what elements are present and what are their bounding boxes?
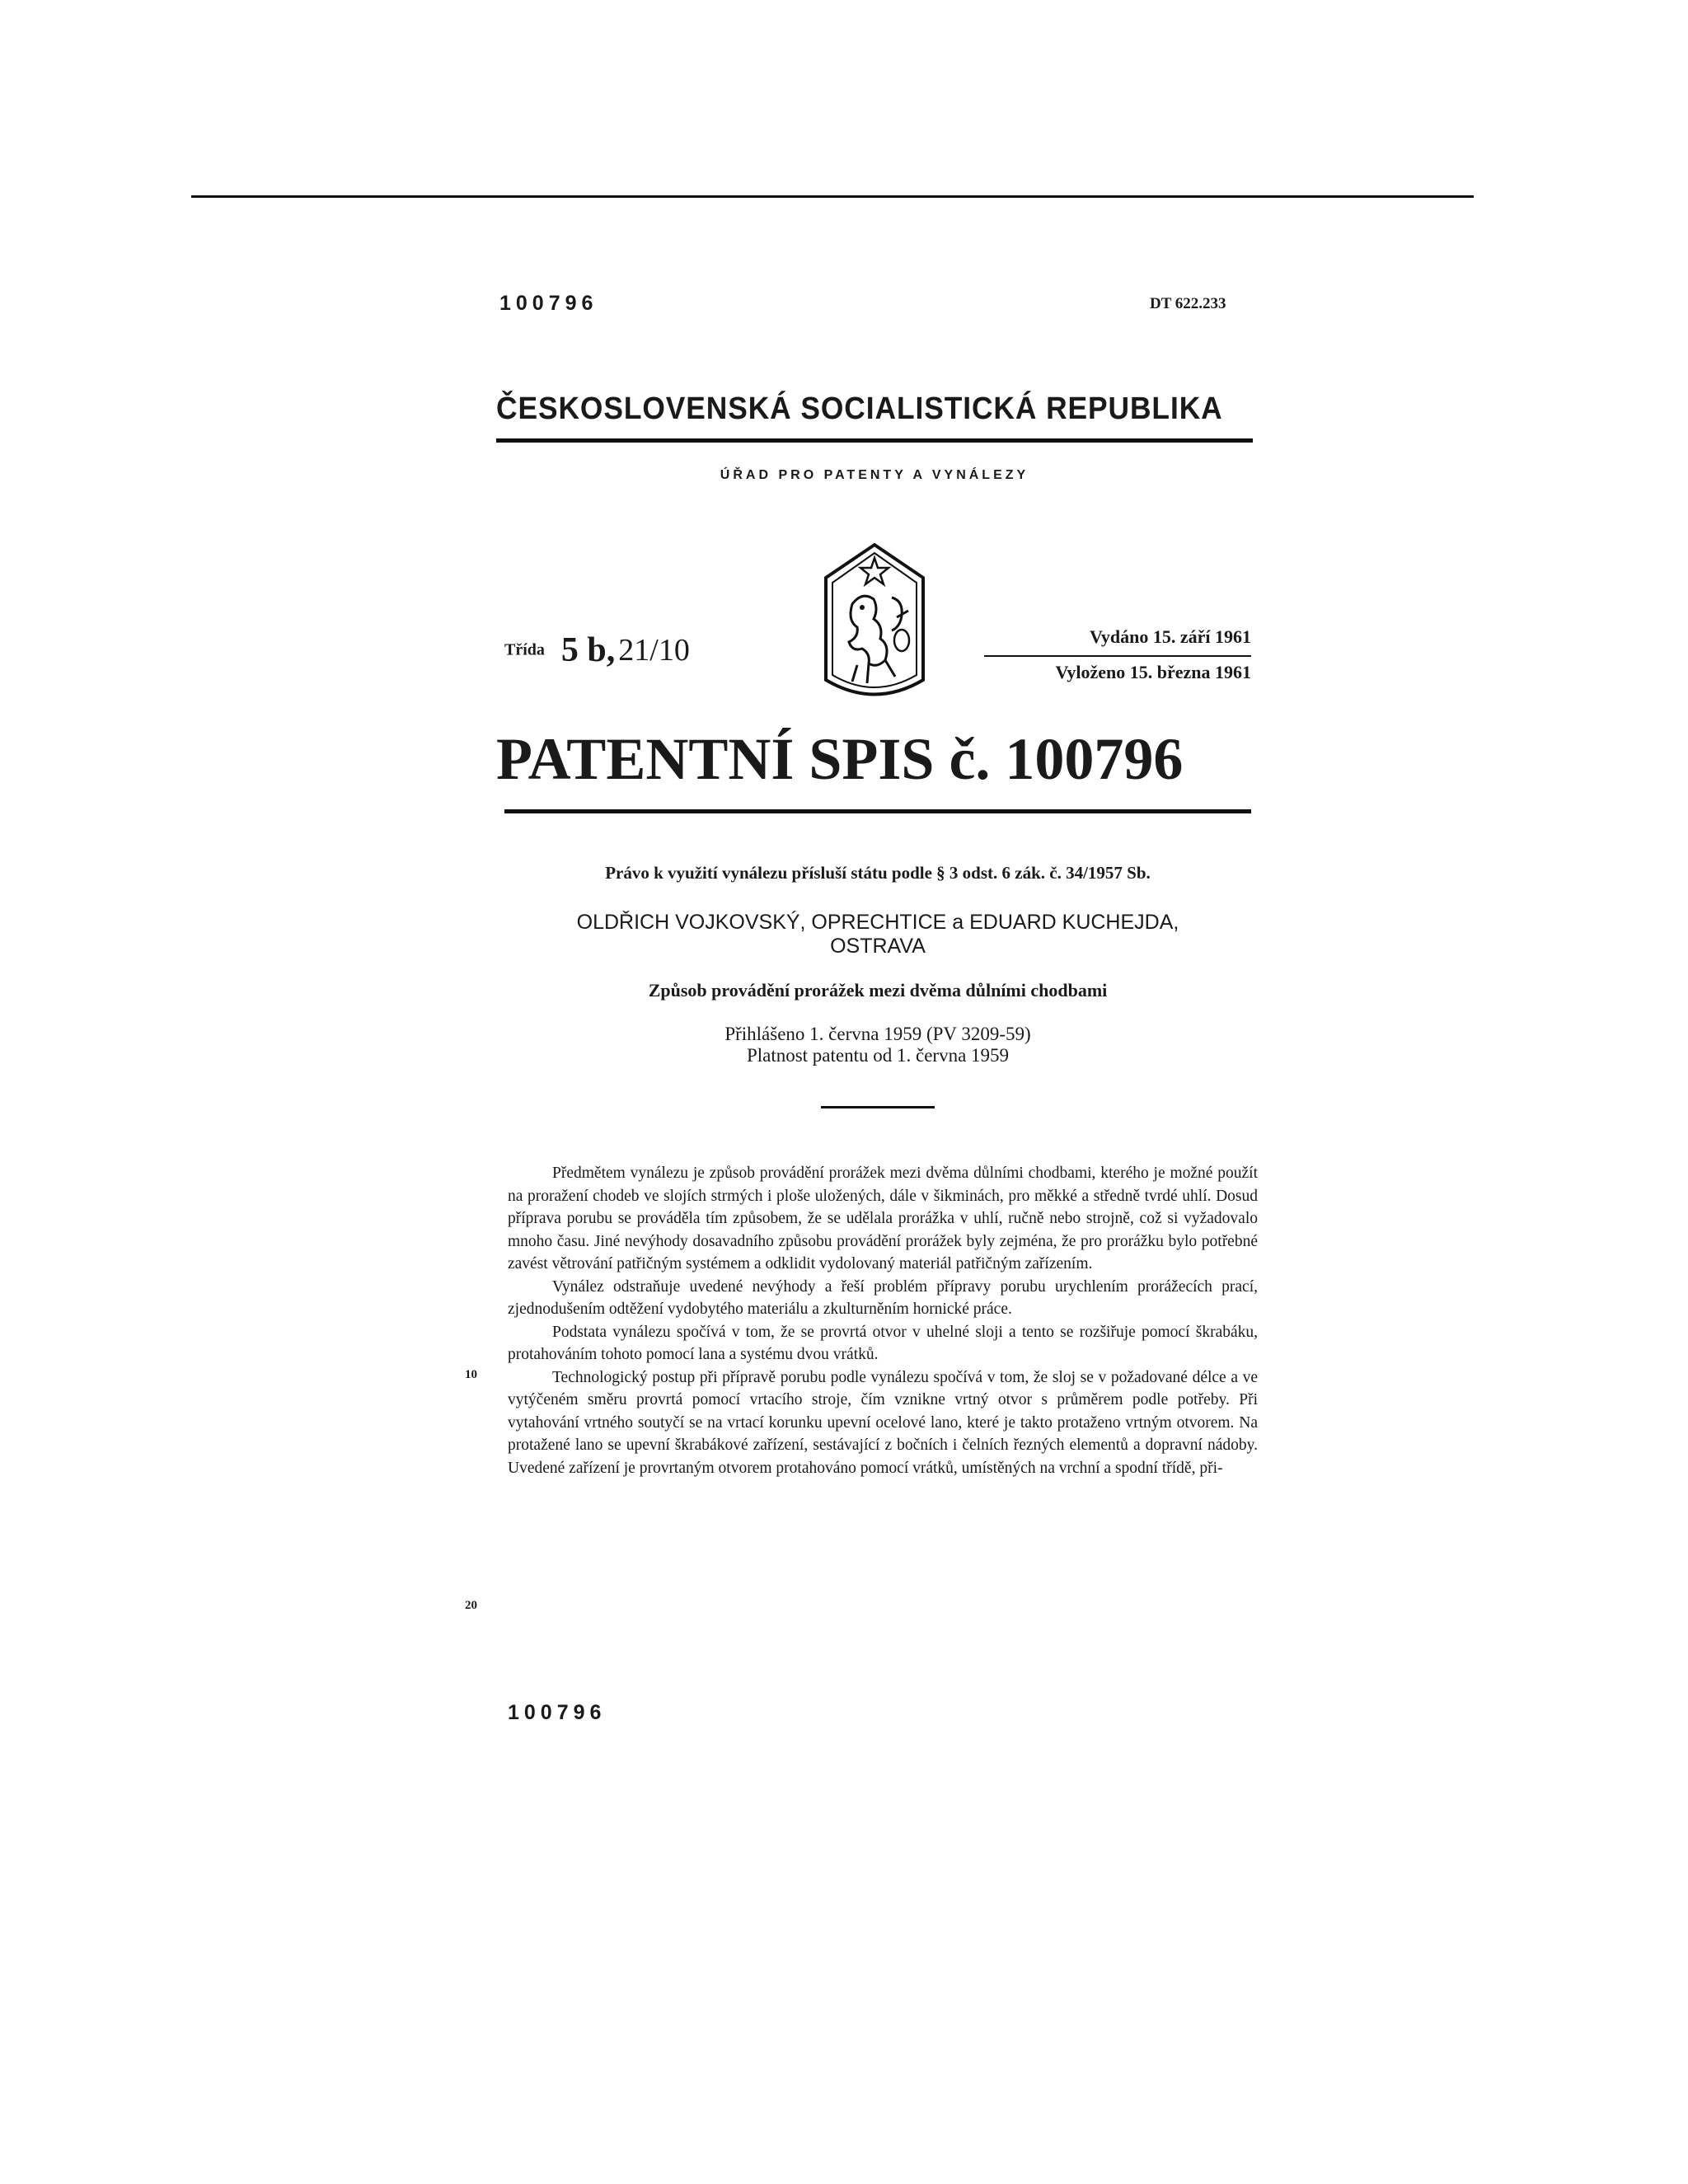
filing-dates [504,1024,1251,1067]
title-rule [504,809,1251,813]
line-number-10: 10 [465,1368,477,1381]
rights-statement: Právo k využití vynálezu přísluší státu podle § 3 odst. 6 zák. č. 34/1957 Sb. [605,863,1151,883]
date-divider [984,655,1251,657]
classification-sub: 21/10 [618,633,690,668]
invention-title: Způsob provádění prorážek mezi dvěma důlními chodbami [648,980,1108,1001]
line-number-20: 20 [465,1599,477,1612]
issued-date: Vydáno 15. září 1961 [1090,626,1251,647]
classification-main: 5 b, [560,631,616,669]
inventors-line-2: OSTRAVA [830,934,926,958]
paragraph-4: Technologický postup při přípravě porubu podle vynálezu spočívá v tom, že sloj se v požadované délce a ve vytýčeném směru provrtá pomocí vrtacího stroje, čím vznikne vrtný otvor s průměrem podle potřeby. Při vytahování vrtného soutyčí se na vrtací korunku upevní ocelové lano, které je takto protaženo vrtným otvorem. Na protažené lano se upevní škrabákové zařízení, sestávající z bočních i čelních řezných elementů a dopravní nádoby. Uvedené zařízení je provrtaným otvorem protahováno pomocí vrátků, umístěných na vrchní a spodní třídě, při- [508,1368,1258,1477]
paragraph-2: Vynález odstraňuje uvedené nevýhody a řeší problém přípravy porubu urychlením prorážecích prací, zjednodušením odtěžení vydobytého materiálu a zkulturněním hornické práce. [508,1277,1258,1318]
validity-date: Platnost patentu od 1. června 1959 [746,1045,1010,1066]
classification-label: Třída [504,640,545,659]
description-body [508,1162,1258,1479]
inventors-line-1: OLDŘICH VOJKOVSKÝ, OPRECHTICE a EDUARD KUCHEJDA, [576,911,1179,934]
doc-number-bottom: 100796 [508,1701,607,1724]
top-divider [191,195,1474,198]
classification [504,630,690,670]
paragraph-3: Podstata vynálezu spočívá v tom, že se provrtá otvor v uhelné sloji a tento se rozšiřuje pomocí škrabáku, protahováním tohoto pomocí lana a systému dvou vrátků. [508,1323,1258,1363]
laid-open-date: Vyloženo 15. března 1961 [1055,662,1251,682]
patent-title: PATENTNÍ SPIS č. 100796 [496,726,1184,792]
patent-office-name: ÚŘAD PRO PATENTY A VYNÁLEZY [720,468,1029,482]
republic-name: ČESKOSLOVENSKÁ SOCIALISTICKÁ REPUBLIKA [496,391,1223,426]
doc-number-top: 100796 [499,292,598,315]
section-divider [821,1106,935,1108]
dt-classification-code: DT 622.233 [1150,295,1226,312]
header-rule [496,438,1253,443]
state-emblem-icon [819,540,930,705]
paragraph-1: Předmětem vynálezu je způsob provádění prorážek mezi dvěma důlními chodbami, kterého je možné použít na proražení chodeb ve slojích strmých i ploše uložených, dále v šikminách, pro měkké a středně tvrdé uhlí. Dosud příprava porubu se prováděla tím způsobem, že se udělala prorážka v uhlí, ručně nebo strojně, což si vyžadovalo mnoho času. Jiné nevýhody dosavadního způsobu provádění prorážek byly zejména, že pro prorážku bylo potřebné zavést větrování patřičným systémem a odklidit vydolovaný materiál patřičným zařízením. [508,1165,1258,1272]
filed-date: Přihlášeno 1. června 1959 (PV 3209-59) [724,1024,1031,1044]
inventors [504,911,1251,958]
